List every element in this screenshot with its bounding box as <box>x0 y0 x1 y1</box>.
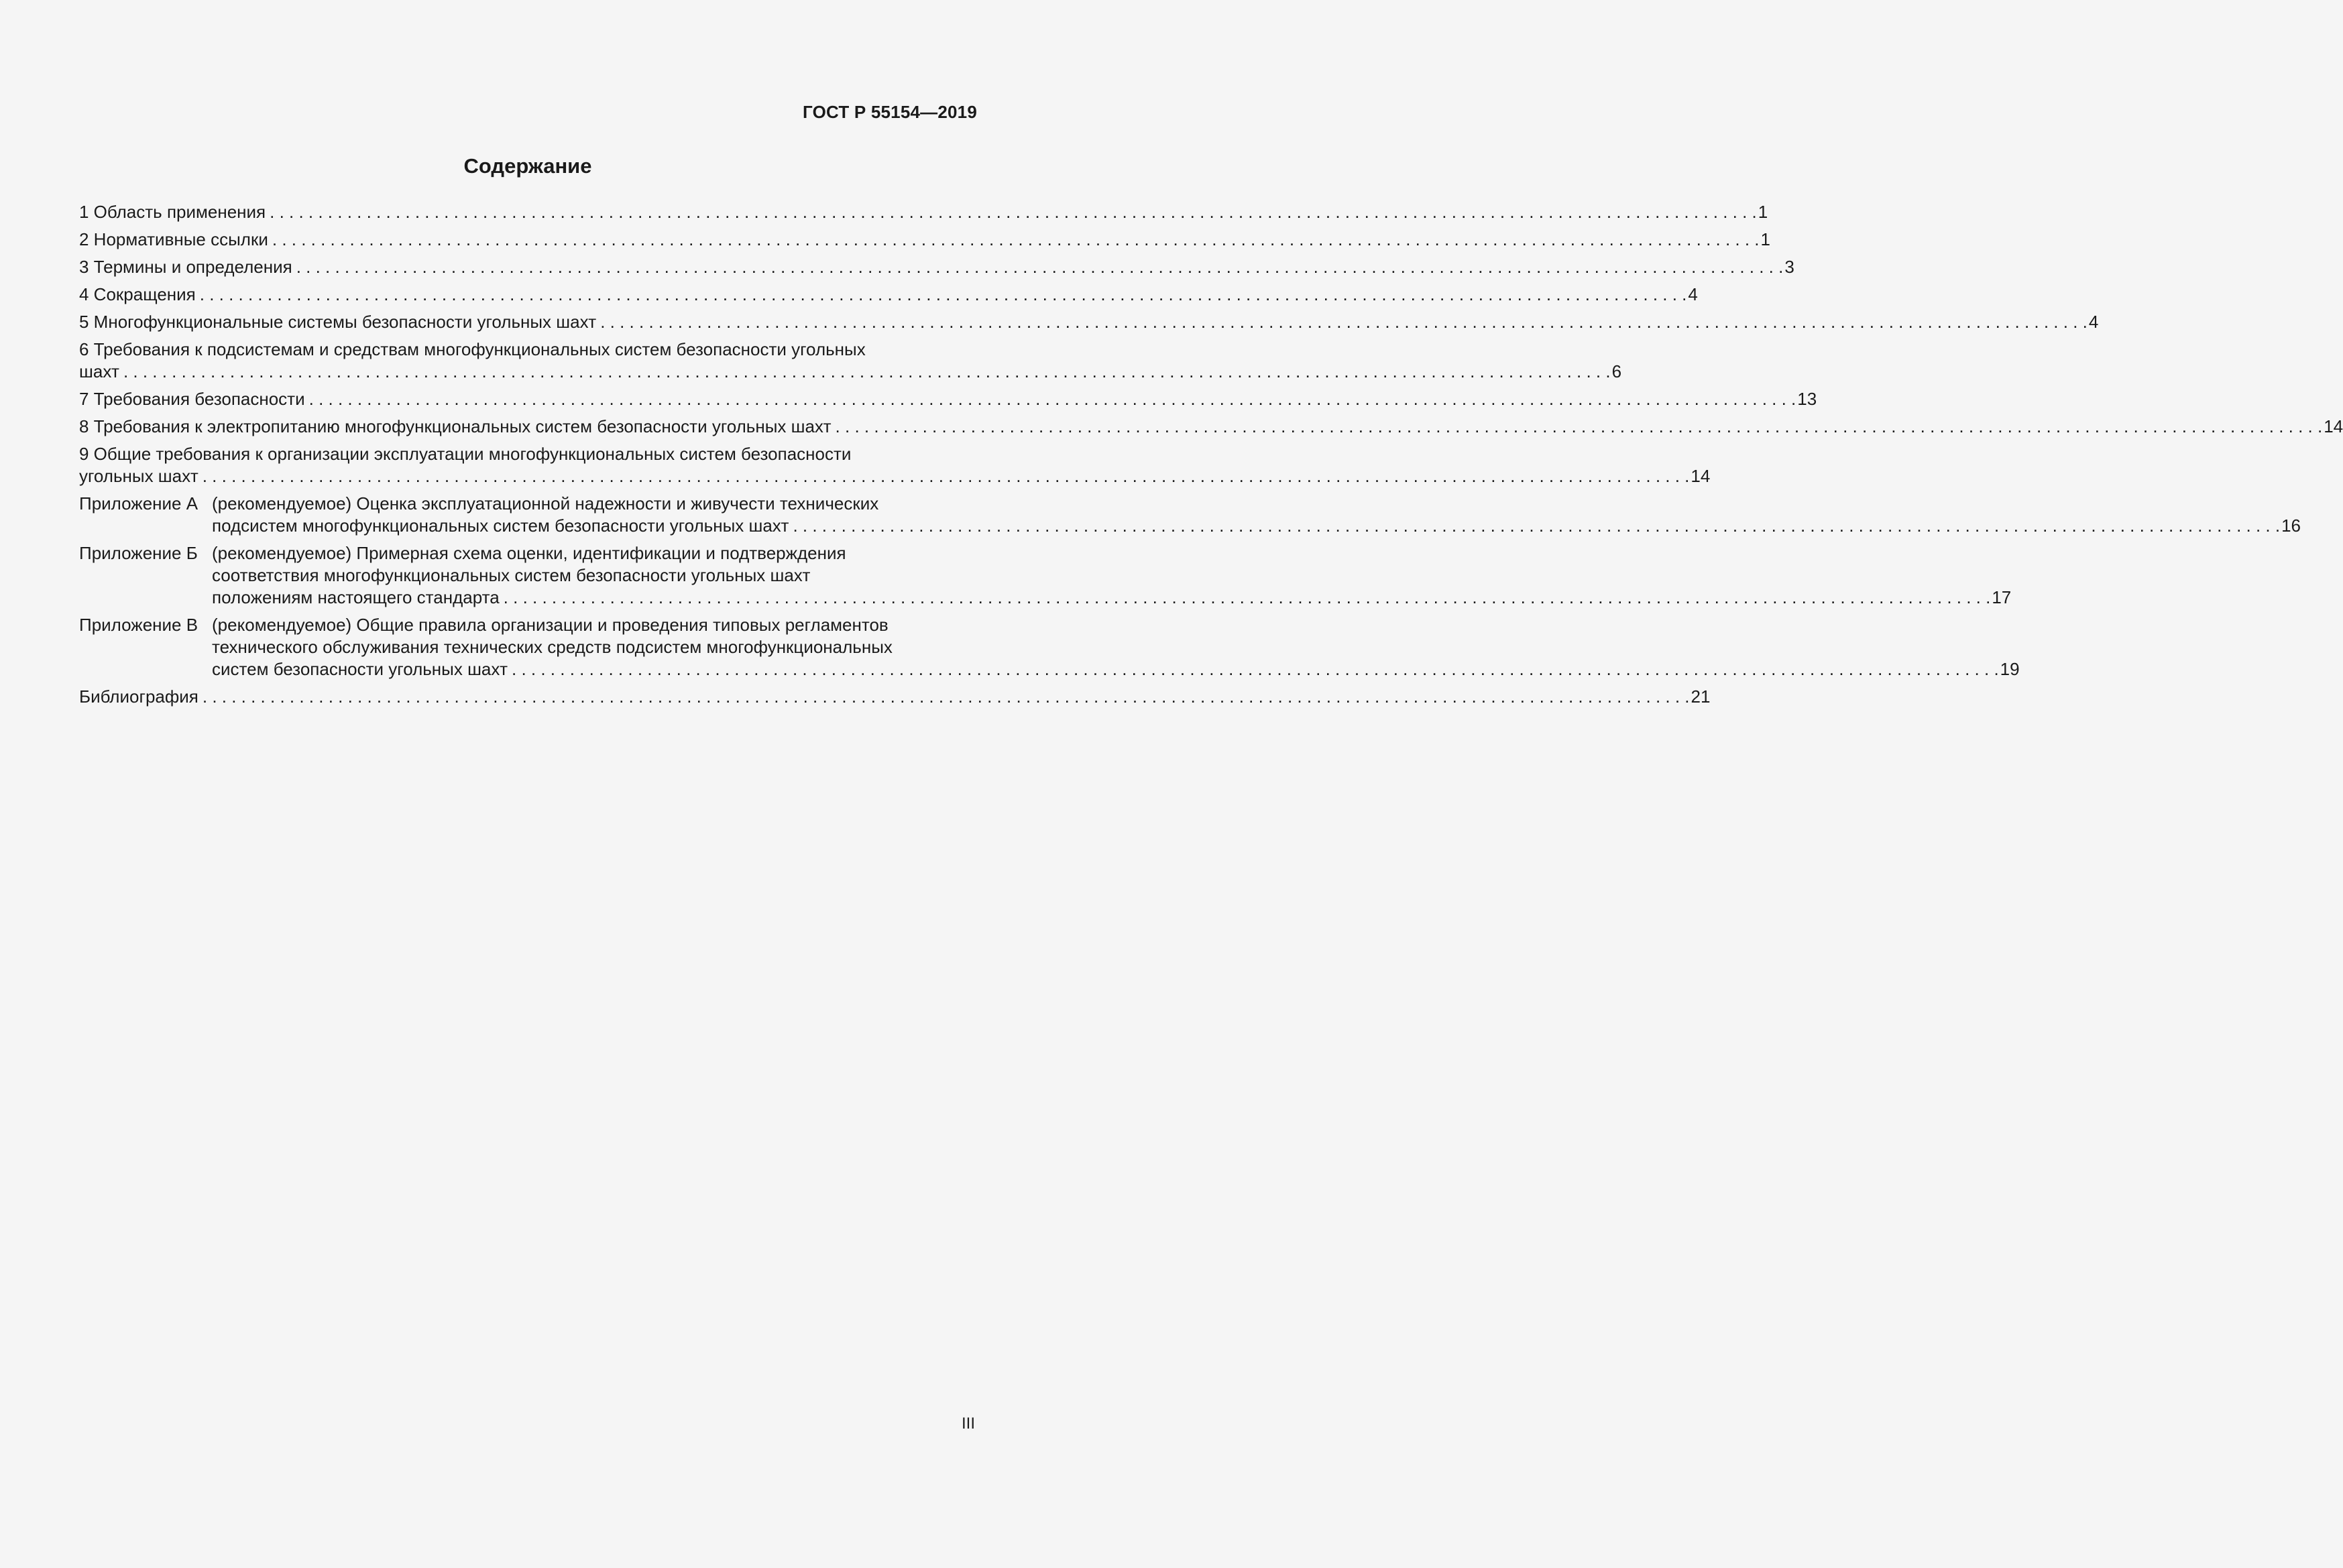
appendix-title-line: соответствия многофункциональных систем безопасности угольных шахт <box>212 565 811 585</box>
toc-entry-title-continuation: угольных шахт <box>79 466 198 486</box>
toc-entry-title: 2 Нормативные ссылки <box>79 229 268 249</box>
dot-leader <box>296 256 1784 278</box>
toc-entry-terms[interactable] <box>79 256 1794 278</box>
dot-leader <box>203 686 1690 708</box>
toc-entry-title: Библиография <box>79 686 198 707</box>
dot-leader <box>203 465 1690 487</box>
toc-entry-appendix-v[interactable] <box>79 614 2020 680</box>
appendix-title-line: (рекомендуемое) Оценка эксплуатационной надежности и живучести технических <box>212 493 879 514</box>
toc-entry-title: 4 Сокращения <box>79 284 196 304</box>
toc-entry-title: 1 Область применения <box>79 202 266 222</box>
appendix-title-line: технического обслуживания технических средств подсистем многофункциональных <box>212 637 893 657</box>
toc-entry-subsystem-requirements[interactable] <box>79 339 1622 383</box>
dot-leader <box>272 229 1760 251</box>
dot-leader <box>504 587 1991 609</box>
document-code: ГОСТ Р 55154—2019 <box>803 102 977 122</box>
dot-leader <box>309 388 1796 410</box>
appendix-title-line: (рекомендуемое) Примерная схема оценки, идентификации и подтверждения <box>212 543 846 563</box>
toc-entry-page: 17 <box>1992 587 2012 607</box>
toc-entry-page: 3 <box>1784 257 1794 277</box>
appendix-label: Приложение В <box>79 615 198 635</box>
toc-entry-title: 7 Требования безопасности <box>79 389 305 409</box>
toc-entry-appendix-b[interactable] <box>79 542 2012 609</box>
toc-entry-title: 6 Требования к подсистемам и средствам многофункциональных систем безопасности угольных <box>79 339 866 359</box>
dot-leader <box>123 361 1611 383</box>
appendix-label: Приложение А <box>79 493 198 514</box>
toc-entry-appendix-a[interactable] <box>79 493 2301 537</box>
toc-entry-page: 14 <box>2324 416 2343 436</box>
toc-entry-power-supply[interactable] <box>79 416 2343 438</box>
toc-entry-operation-requirements[interactable] <box>79 443 1711 487</box>
toc-entry-title: 3 Термины и определения <box>79 257 292 277</box>
toc-entry-normative-references[interactable] <box>79 229 1770 251</box>
page-title: Содержание <box>463 154 592 178</box>
dot-leader <box>200 284 1687 306</box>
dot-leader <box>270 201 1757 223</box>
table-of-contents <box>79 201 2343 713</box>
toc-entry-page: 21 <box>1691 686 1711 707</box>
toc-entry-page: 1 <box>1758 202 1768 222</box>
toc-entry-safety-requirements[interactable] <box>79 388 1817 410</box>
dot-leader <box>836 416 2323 438</box>
appendix-title-last-line: систем безопасности угольных шахт <box>212 659 508 679</box>
page-number: III <box>961 1414 975 1433</box>
dot-leader <box>600 311 2088 333</box>
dot-leader <box>793 515 2280 537</box>
toc-entry-title: 5 Многофункциональные системы безопасности угольных шахт <box>79 312 597 332</box>
toc-entry-title: 9 Общие требования к организации эксплуатации многофункциональных систем безопасности <box>79 444 852 464</box>
toc-entry-page: 14 <box>1691 466 1711 486</box>
toc-entry-abbreviations[interactable] <box>79 284 1698 306</box>
toc-entry-page: 16 <box>2281 516 2301 536</box>
appendix-title-last-line: положениям настоящего стандарта <box>212 587 500 607</box>
toc-entry-page: 6 <box>1611 361 1622 381</box>
toc-entry-page: 4 <box>2088 312 2099 332</box>
toc-entry-scope[interactable] <box>79 201 1768 223</box>
toc-entry-safety-systems[interactable] <box>79 311 2099 333</box>
appendix-title-line: (рекомендуемое) Общие правила организации и проведения типовых регламентов <box>212 615 889 635</box>
appendix-label: Приложение Б <box>79 543 198 563</box>
toc-entry-title: 8 Требования к электропитанию многофункциональных систем безопасности угольных шахт <box>79 416 832 436</box>
dot-leader <box>512 658 1999 680</box>
toc-entry-title-continuation: шахт <box>79 361 119 381</box>
toc-entry-page: 19 <box>2000 659 2020 679</box>
toc-entry-page: 13 <box>1797 389 1817 409</box>
toc-entry-page: 1 <box>1760 229 1770 249</box>
appendix-title-last-line: подсистем многофункциональных систем безопасности угольных шахт <box>212 516 789 536</box>
toc-entry-bibliography[interactable] <box>79 686 1711 708</box>
toc-entry-page: 4 <box>1688 284 1698 304</box>
